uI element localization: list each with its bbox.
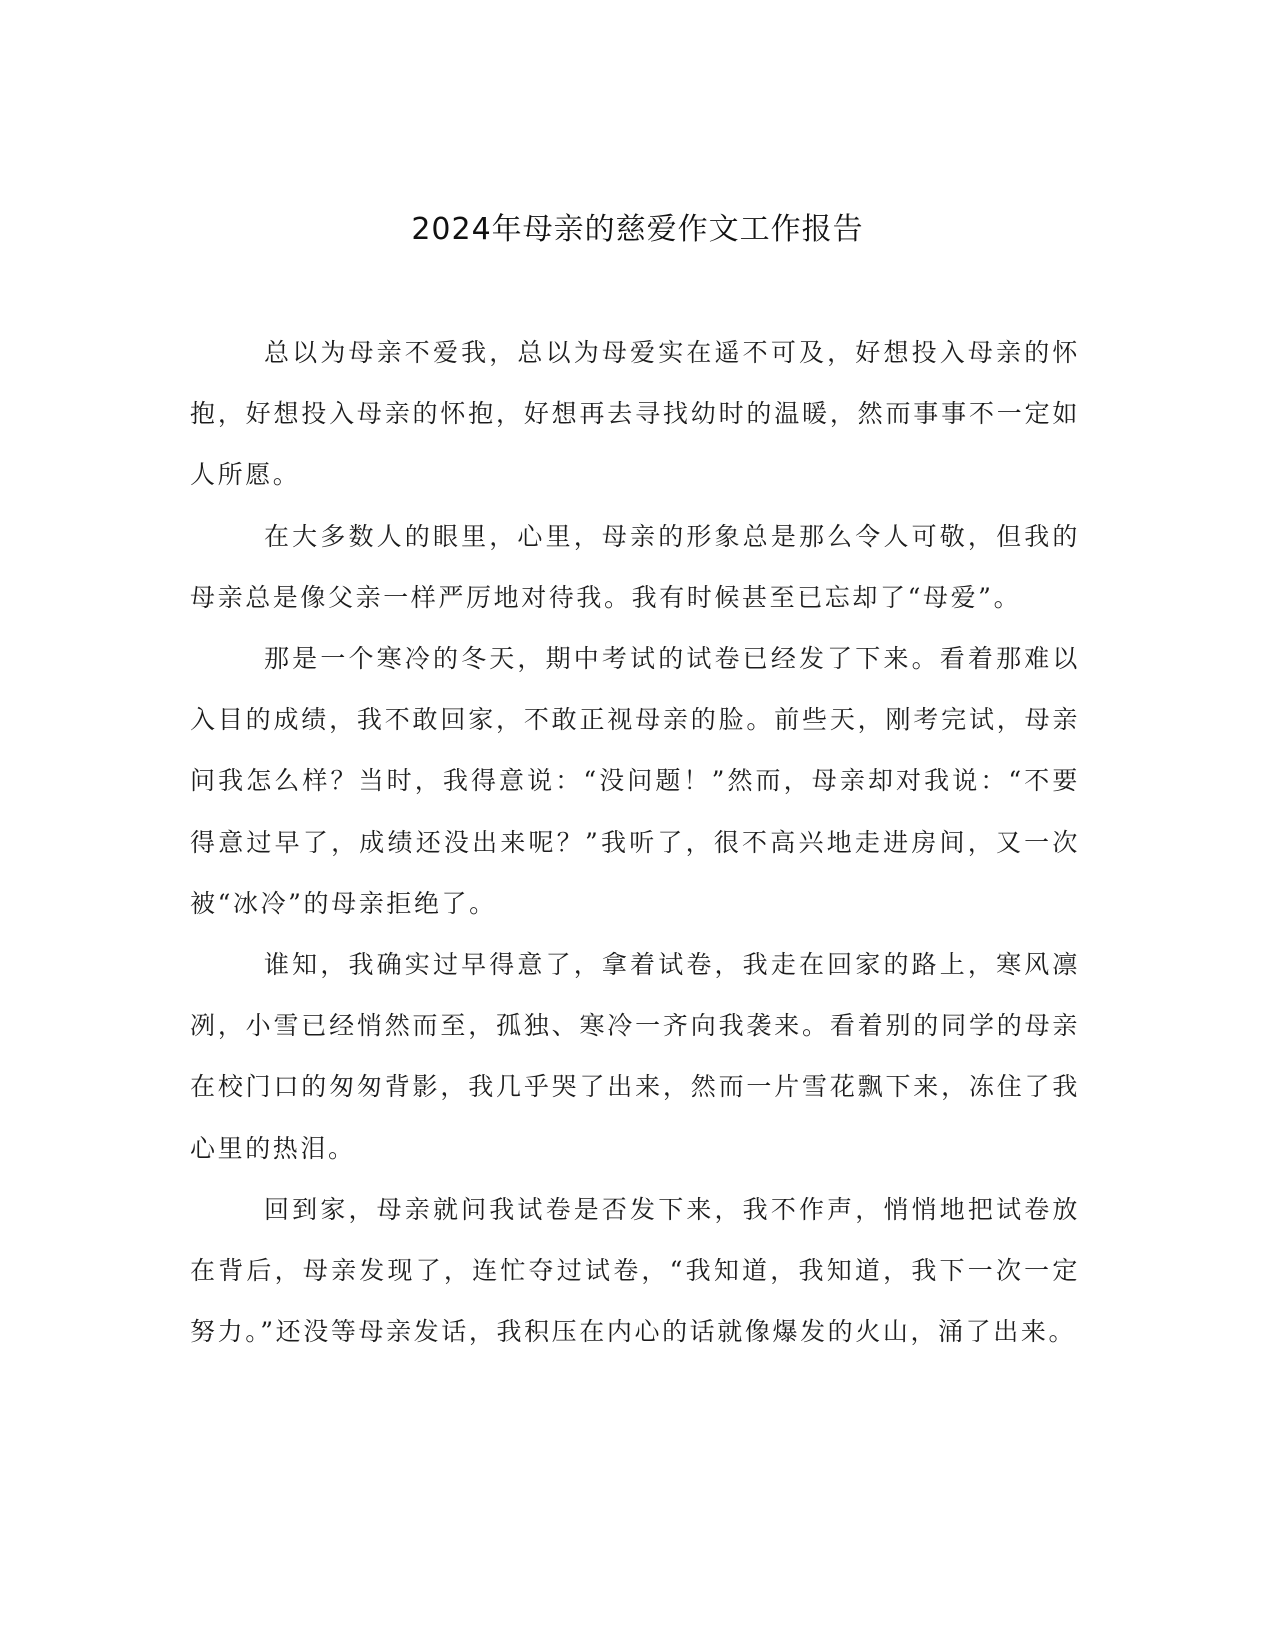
document-body bbox=[190, 322, 1080, 1362]
paragraph-5: 回到家，母亲就问我试卷是否发下来，我不作声，悄悄地把试卷放在背后，母亲发现了，连忙夺过试卷，“我知道，我知道，我下一次一定努力。”还没等母亲发话，我积压在内心的话就像爆发的火山，涌了出来。 bbox=[190, 1194, 1080, 1347]
paragraph-4: 谁知，我确实过早得意了，拿着试卷，我走在回家的路上，寒风凛冽，小雪已经悄然而至，孤独、寒冷一齐向我袭来。看着别的同学的母亲在校门口的匆匆背影，我几乎哭了出来，然而一片雪花飘下来，冻住了我心里的热泪。 bbox=[190, 950, 1080, 1163]
paragraph-2: 在大多数人的眼里，心里，母亲的形象总是那么令人可敬，但我的母亲总是像父亲一样严厉地对待我。我有时候甚至已忘却了“母爱”。 bbox=[190, 521, 1080, 612]
paragraph-3: 那是一个寒冷的冬天，期中考试的试卷已经发了下来。看着那难以入目的成绩，我不敢回家，不敢正视母亲的脸。前些天，刚考完试，母亲问我怎么样？当时，我得意说：“没问题！”然而，母亲却对我说：“不要得意过早了，成绩还没出来呢？”我听了，很不高兴地走进房间，又一次被“冰冷”的母亲拒绝了。 bbox=[190, 644, 1080, 918]
document-title: 2024年母亲的慈爱作文工作报告 bbox=[411, 212, 864, 247]
paragraph-1: 总以为母亲不爱我，总以为母爱实在遥不可及，好想投入母亲的怀抱，好想投入母亲的怀抱，好想再去寻找幼时的温暖，然而事事不一定如人所愿。 bbox=[190, 338, 1080, 490]
